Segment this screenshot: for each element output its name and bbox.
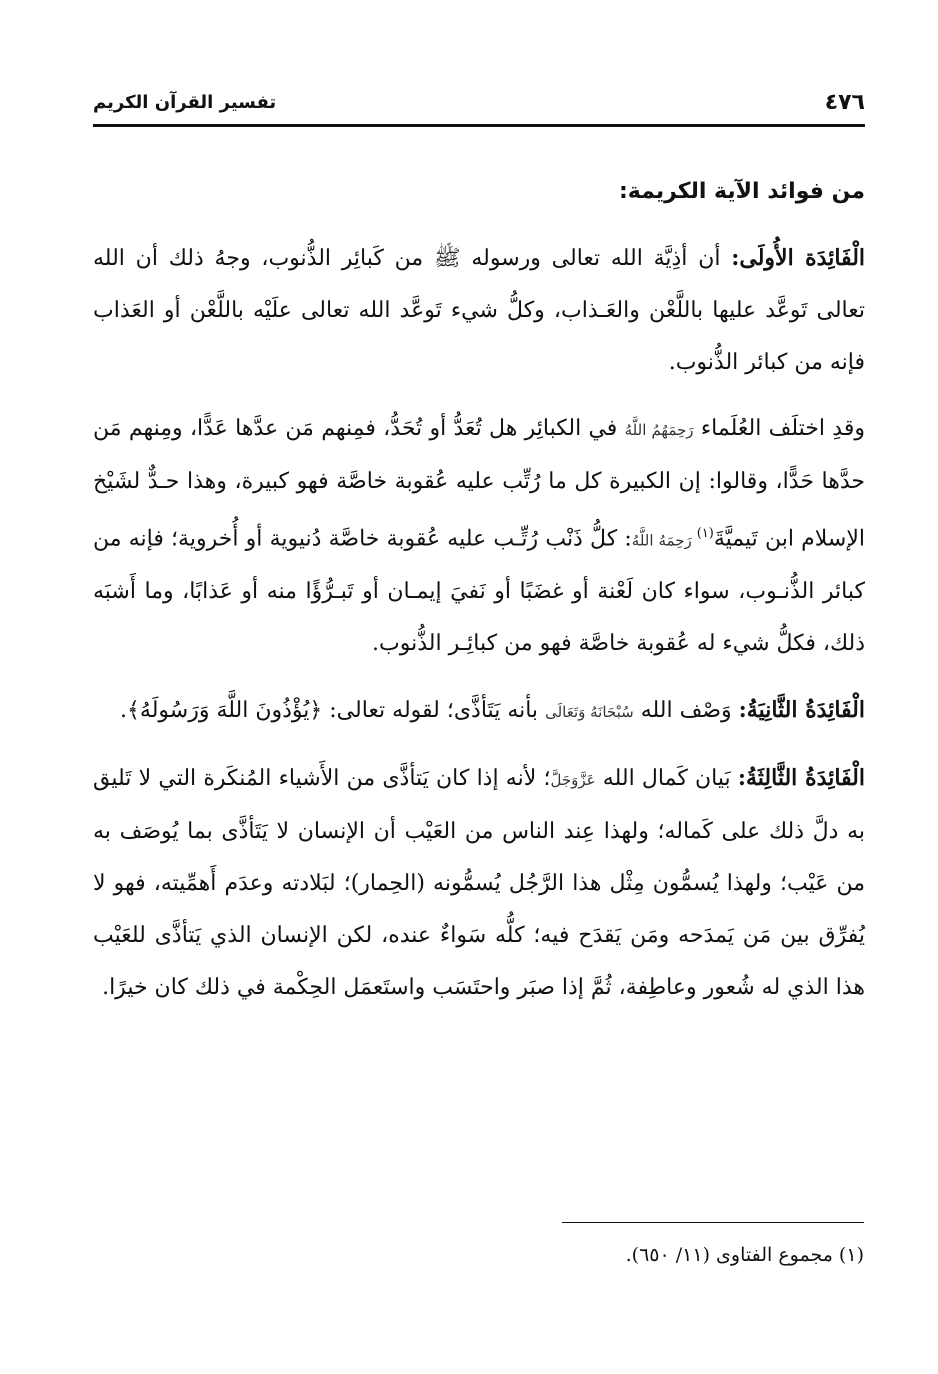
footnote-reference[interactable]: (١) [696, 526, 714, 541]
paragraph-benefit-1 [93, 232, 865, 389]
paragraph-scholars-opinion [93, 403, 865, 670]
section-heading: من فوائد الآية الكريمة: [618, 179, 865, 204]
benefit-3-lead: الْفَائِدَةُ الثَّالِثَةُ: [737, 765, 866, 792]
scholars-text-3: : كلُّ ذَنْب رُتِّـب عليه عُقوبة خاصَّة دُنيوية أو أُخروية؛ فإنه من كبائر الذُّنـوب، سواء كان لَعْنة أو غضَبًا أو نَفيَ إيمـان أو تَبـرُّؤًا منه أو عَذابًا، وما أَشبَه ذلك، فكلُّ شيء له عُقوبة خاصَّة فهو من كبائِـر الذُّنوب. [93, 526, 865, 657]
page-header [93, 88, 865, 127]
benefit-1-lead: الْفَائِدَة الأُولَى: [731, 245, 866, 271]
paragraph-benefit-2 [93, 684, 865, 738]
page-body [93, 172, 865, 1028]
benefit-1-text: أن أذِيَّة الله تعالى ورسوله ﷺ من كَبائِر الذُّنوب، وجهُ ذلك أن الله تعالى تَوعَّد عليها باللَّعْن والعَـذاب، وكلُّ شيء تَوعَّد الله تعالى علَيْه باللَّعْن أو العَذاب فإنه من كبائر الذُّنوب. [93, 246, 865, 375]
honorific-rahimahumullah: رَحِمَهُمُ اللَّهُ [624, 421, 694, 439]
benefit-3-text-2: ؛ لأنه إذا كان يَتأذَّى من الأَشياء المُنكَرة التي لا تَليق به دلَّ ذلك على كَماله؛ ولهذا عِند الناس من العَيْب أن الإنسان لا يَتَأذَّى بما يُوصَف به من عَيْب؛ ولهذا يُسمُّون مِثْل هذا الرَّجُل يُسمُّونه (الحِمار)؛ لبَلادته وعدَم أَهمِّيته، فهو لا يُفرِّق بين مَن يَمدَحه ومَن يَقدَح فيه؛ كلُّه سَواءٌ عنده، لكن الإنسان الذي يَتأذَّى للعَيْب هذا الذي له شُعور وعاطِفة، ثُمَّ إذا صبَر واحتَسَب واستَعمَل الحِكْمة في ذلك كان خيرًا. [93, 766, 865, 1001]
benefit-2-lead: الْفَائِدَةُ الثَّانِيَةُ: [738, 697, 865, 724]
footnote-divider [562, 1222, 864, 1223]
scholars-text-2: في الكبائِر هل تُعَدُّ أو تُحَدُّ، فمِنهم مَن عدَّها عَدًّا، ومِنهم مَن حدَّها حَدًّا، وقالوا: إن الكبيرة كل ما رُتِّب عليه عُقوبة خاصَّة فهو كبيرة، وهذا حـدٌّ لشَيْخ الإسلام ابن تَيميَّةَ [93, 416, 865, 552]
benefit-2-text-1: وَصْف الله [633, 698, 739, 724]
benefit-2-text-2: بأنه يَتَأذَّى؛ لقوله تعالى: ﴿يُؤْذُونَ اللَّهَ وَرَسُولَهُ﴾. [120, 698, 546, 724]
running-title: تفسير القرآن الكريم [93, 92, 277, 113]
honorific-azza-wa-jal: عَزَّوَجَلَّ [550, 771, 596, 790]
honorific-rahimahullah: رَحِمَهُ اللَّهُ [631, 531, 697, 550]
page-number: ٤٧٦ [824, 90, 865, 115]
honorific-subhanahu: سُبْحَانَهُ وَتَعَالَى [545, 703, 634, 722]
paragraph-benefit-3 [93, 752, 865, 1014]
scholars-text-1: وقدِ اختلَف العُلَماء [693, 416, 865, 441]
benefit-3-text-1: بَيان كَمال الله [595, 766, 738, 792]
footnote: (١) مجموع الفتاوى (١١/ ٦٥٠). [625, 1244, 864, 1266]
